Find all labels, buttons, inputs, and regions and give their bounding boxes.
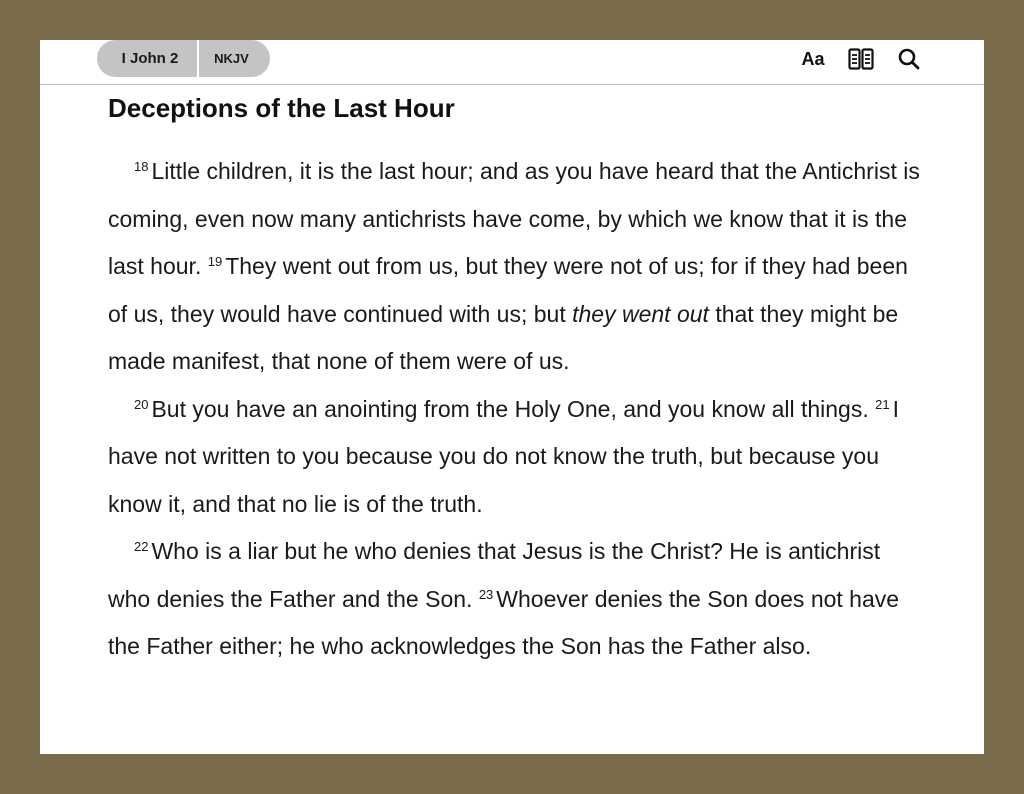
verse-number[interactable]: 22: [134, 539, 149, 554]
verse-text: Little children, it is the last hour; and as you have heard that the Antichrist is coming, even now many antichrists have come, by which we know that it is the last hour.: [108, 158, 920, 279]
paragraph: [108, 528, 928, 671]
parallel-book-button[interactable]: [848, 46, 874, 72]
top-toolbar: [40, 40, 984, 85]
verse-number[interactable]: 23: [478, 586, 494, 602]
scripture-text: [108, 148, 928, 671]
search-icon: [898, 48, 920, 70]
paragraph: [108, 386, 928, 529]
parallel-book-icon: [848, 48, 874, 70]
chapter-content: [108, 88, 928, 671]
verse-text: I have not written to you because you do not know the truth, but because you know it, and that no lie is of the truth.: [108, 395, 899, 517]
verse-number[interactable]: 19: [207, 254, 223, 269]
verse-text: But you have an anointing from the Holy One, and you know all things.: [151, 395, 876, 422]
verse-text: Who is a liar but he who denies that Jesus is the Christ? He is antichrist who denies the Father and the Son.: [108, 538, 881, 612]
verse-text: Whoever denies the Son does not have the Father either; he who acknowledges the Son has the Father also.: [108, 585, 900, 659]
verse-number[interactable]: 21: [875, 396, 890, 412]
font-settings-button[interactable]: Aa: [801, 48, 825, 69]
verse-number[interactable]: 18: [134, 159, 149, 174]
verse-italic-text: they went out: [572, 300, 709, 327]
verse-text: that they might be made manifest, that none of them were of us.: [108, 300, 899, 374]
verse-text: They went out from us, but they were not of us; for if they had been of us, they would have continued with us; but: [108, 253, 908, 327]
search-button[interactable]: [898, 46, 920, 72]
version-button[interactable]: NKJV: [214, 51, 249, 66]
toolbar-actions: [800, 46, 920, 72]
paragraph: [108, 148, 928, 386]
passage-selector: [97, 40, 270, 77]
reader-window: [40, 40, 984, 754]
book-chapter-button[interactable]: I John 2: [121, 50, 179, 67]
section-heading: Deceptions of the Last Hour: [108, 93, 455, 123]
verse-number[interactable]: 20: [134, 396, 149, 412]
